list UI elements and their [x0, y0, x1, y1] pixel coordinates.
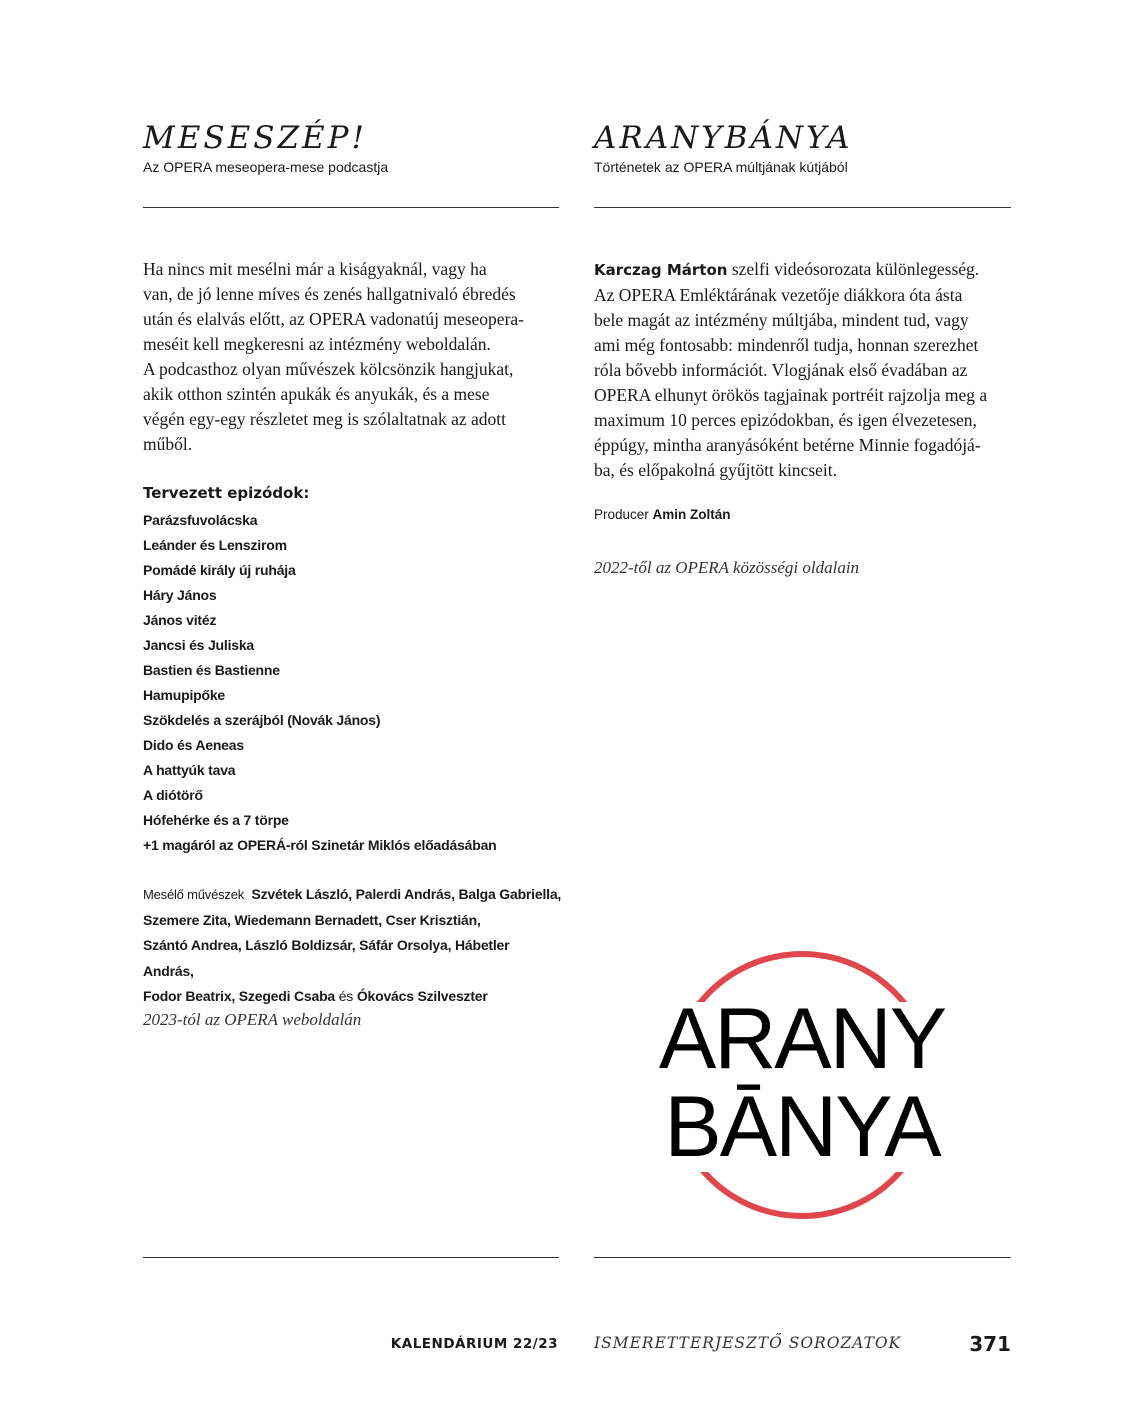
episodes-heading: Tervezett epizódok: [143, 484, 310, 502]
list-item: Parázsfuvolácska [143, 512, 258, 528]
list-item: János vitéz [143, 612, 217, 628]
left-bottom-divider [143, 1257, 559, 1258]
episode-list [143, 508, 497, 858]
list-item: +1 magáról az OPERÁ-ról Szinetár Miklós előadásában [143, 837, 497, 853]
producer-label: Producer [594, 507, 649, 522]
list-item: Pomádé király új ruhája [143, 562, 296, 578]
producer-credit [594, 507, 731, 522]
narrators-names: Ókovács Szilveszter [356, 988, 488, 1004]
narrators-conjunction: és [338, 988, 354, 1004]
narrators-names: Szvétek László, Palerdi András, Balga Gabriella, [251, 886, 562, 902]
body-line: Az OPERA Emléktárának vezetője diákkora óta ásta [594, 285, 963, 305]
right-body [594, 257, 1024, 483]
right-header [594, 120, 1011, 176]
left-header [143, 120, 559, 176]
left-title: MESESZÉP! [143, 120, 367, 156]
list-item: Dido és Aeneas [143, 737, 244, 753]
list-item: Szökdelés a szerájból (Novák János) [143, 712, 381, 728]
body-line: után és elalvás előtt, az OPERA vadonatúj meseopera- [143, 309, 524, 329]
page-number: 371 [969, 1332, 1011, 1356]
list-item: Hófehérke és a 7 törpe [143, 812, 289, 828]
right-title: ARANYBÁNYA [594, 120, 853, 156]
body-line: maximum 10 perces epizódokban, és igen élvezetesen, [594, 410, 977, 430]
left-top-divider [143, 207, 559, 208]
body-line: OPERA elhunyt örökös tagjainak portréit rajzolja meg a [594, 385, 988, 405]
body-line: végén egy-egy részletet meg is szólaltatnak az adott [143, 409, 506, 429]
narrators-names: Szántó Andrea, László Boldizsár, Sáfár Orsolya, Hábetler András, [143, 937, 510, 979]
body-line: A podcasthoz olyan művészek kölcsönzik hangjukat, [143, 359, 514, 379]
body-line: éppúgy, mintha aranyásóként betérne Minnie fogadójá- [594, 435, 981, 455]
list-item: Bastien és Bastienne [143, 662, 280, 678]
body-line: meséit kell megkeresni az intézmény weboldalán. [143, 334, 491, 354]
list-item: A hattyúk tava [143, 762, 236, 778]
left-body [143, 257, 573, 457]
aranybanya-logo [622, 950, 982, 1220]
section-name: ISMERETTERJESZTŐ SOROZATOK [594, 1334, 902, 1352]
list-item: Háry János [143, 587, 217, 603]
body-line: róla bővebb információt. Vlogjának első évadában az [594, 360, 968, 380]
body-line: műből. [143, 434, 193, 454]
narrators-names: Fodor Beatrix, Szegedi Csaba [143, 988, 336, 1004]
logo-word-1: ARANY [658, 991, 946, 1087]
list-item: Hamupipőke [143, 687, 226, 703]
body-line: Ha nincs mit mesélni már a kiságyaknál, vagy ha [143, 259, 487, 279]
right-top-divider [594, 207, 1011, 208]
body-text-fragment: szelfi videósorozata különlegesség. [727, 259, 980, 279]
publication-name: KALENDÁRIUM 22/23 [390, 1336, 558, 1352]
featured-name: Karczag Márton [594, 261, 728, 279]
left-availability: 2023-tól az OPERA weboldalán [143, 1010, 362, 1029]
list-item: A diótörő [143, 787, 203, 803]
left-subtitle: Az OPERA meseopera-mese podcastja [143, 159, 389, 175]
list-item: Leánder és Lenszirom [143, 537, 287, 553]
list-item: Jancsi és Juliska [143, 637, 255, 653]
body-line [594, 257, 1024, 283]
right-subtitle: Történetek az OPERA múltjának kútjából [594, 159, 848, 175]
right-availability: 2022-től az OPERA közösségi oldalain [594, 558, 860, 577]
body-line: ami még fontosabb: mindenről tudja, honnan szerezhet [594, 335, 979, 355]
narrators-names: Szemere Zita, Wiedemann Bernadett, Cser Krisztián, [143, 911, 481, 928]
narrators-label: Mesélő művészek [143, 887, 245, 902]
body-line: akik otthon szintén apukák és anyukák, és a mese [143, 384, 490, 404]
logo-word-2: BĀNYA [664, 1079, 940, 1175]
body-line: bele magát az intézmény múltjába, mindent tud, vagy [594, 310, 969, 330]
right-bottom-divider [594, 1257, 1011, 1258]
body-line: van, de jó lenne míves és zenés hallgatnivaló ébredés [143, 284, 516, 304]
producer-name: Amin Zoltán [652, 507, 731, 522]
body-line: ba, és előpakolná gyűjtött kincseit. [594, 460, 838, 480]
narrators-credit [143, 882, 563, 1010]
